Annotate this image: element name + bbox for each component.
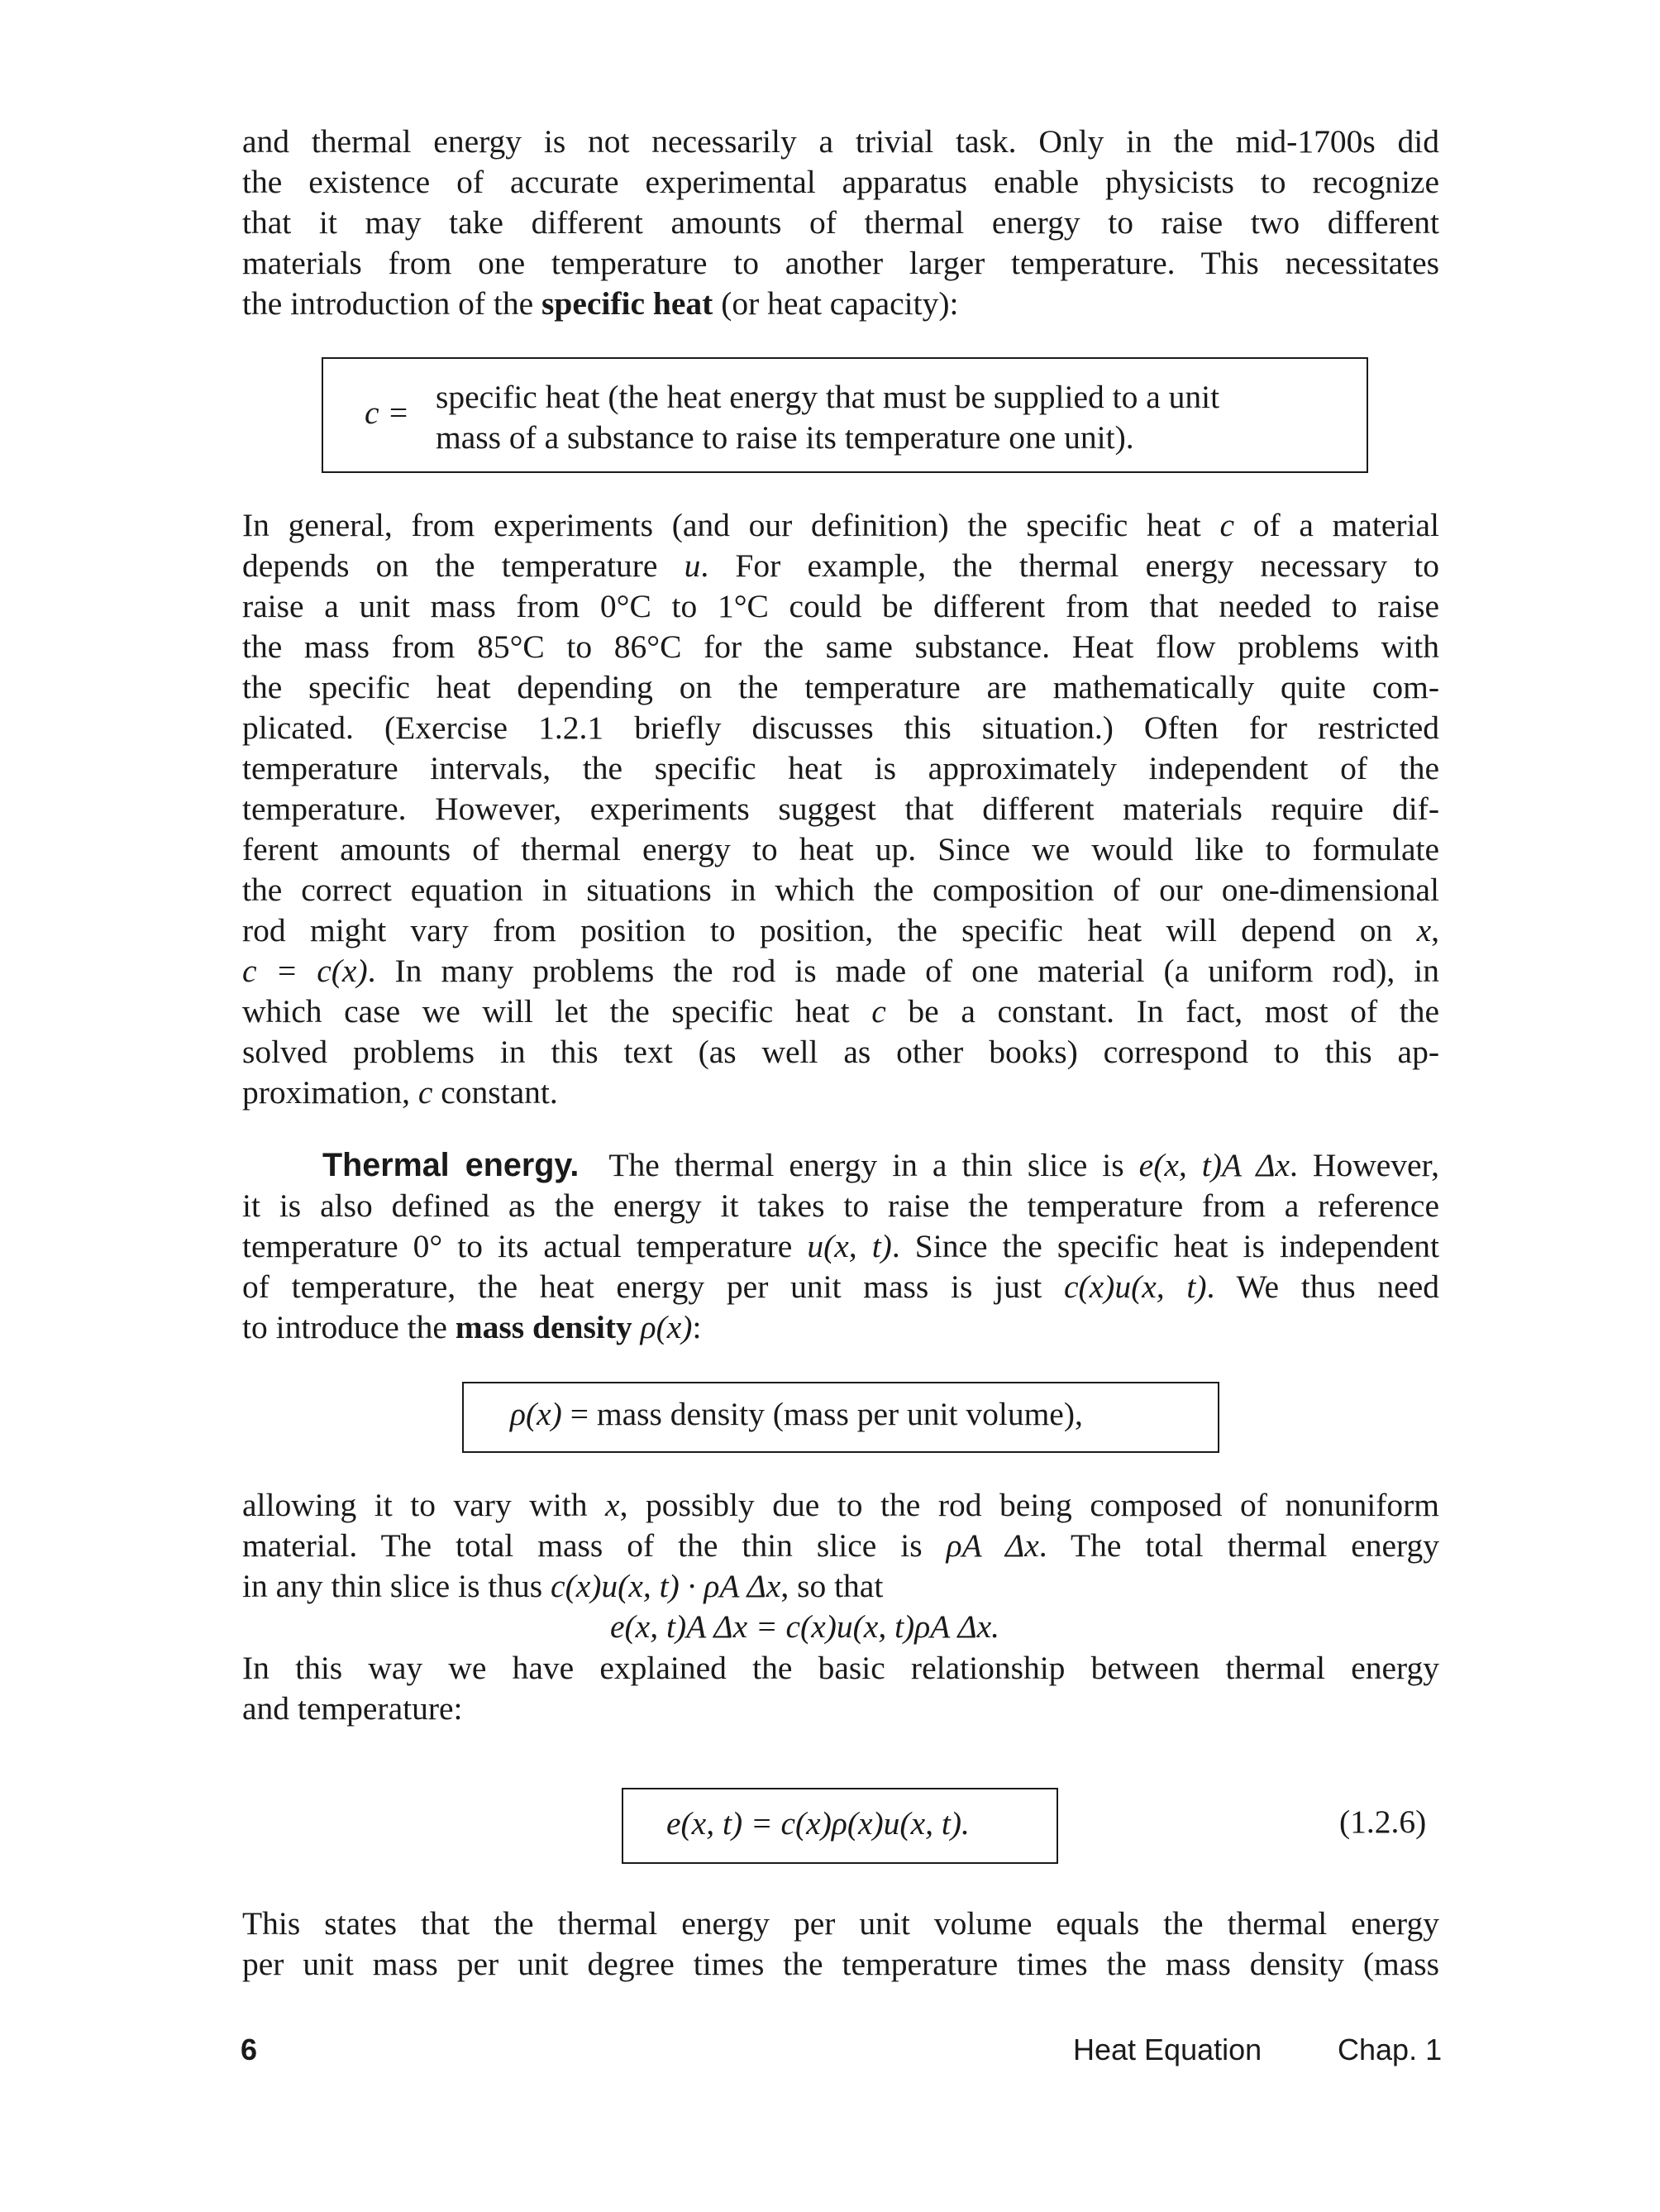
text-line: c = c(x). In many problems the rod is made of one material (a uniform rod), in — [242, 953, 1439, 989]
text-line: which case we will let the specific heat c be a constant. In fact, most of the — [242, 993, 1439, 1030]
text-line: that it may take different amounts of thermal energy to raise two different — [242, 204, 1439, 241]
text-line: in any thin slice is thus c(x)u(x, t) · ρA Δx, so that — [242, 1568, 884, 1604]
paragraph-relationship — [242, 1648, 1439, 1729]
definition-line: ρ(x) = mass density (mass per unit volume), — [510, 1396, 1083, 1432]
symbol-c: c = — [365, 394, 410, 431]
paragraph-total-mass — [242, 1485, 1439, 1607]
text-line: and thermal energy is not necessarily a trivial task. Only in the mid-1700s did — [242, 123, 1439, 160]
text-line: plicated. (Exercise 1.2.1 briefly discusses this situation.) Often for restricted — [242, 709, 1439, 746]
paragraph-thermal-energy — [242, 1145, 1439, 1348]
text-line: the introduction of the specific heat (or heat capacity): — [242, 285, 959, 322]
text-line: per unit mass per unit degree times the temperature times the mass density (mass — [242, 1946, 1439, 1982]
paragraph-intro — [242, 122, 1439, 324]
equation-number: (1.2.6) — [1339, 1804, 1427, 1840]
text-line: and temperature: — [242, 1690, 463, 1727]
text-line: This states that the thermal energy per unit volume equals the thermal energy — [242, 1905, 1439, 1942]
text-line: the mass from 85°C to 86°C for the same substance. Heat flow problems with — [242, 628, 1439, 665]
text-line: temperature 0° to its actual temperature u(x, t). Since the specific heat is independent — [242, 1228, 1439, 1264]
text-line: of temperature, the heat energy per unit mass is just c(x)u(x, t). We thus need — [242, 1268, 1439, 1305]
text-line: the existence of accurate experimental apparatus enable physicists to recognize — [242, 164, 1439, 200]
text-line: temperature. However, experiments suggest that different materials require dif- — [242, 791, 1439, 827]
definition-line: specific heat (the heat energy that must be supplied to a unit — [436, 379, 1220, 415]
text-line: proximation, c constant. — [242, 1074, 558, 1111]
text-line: depends on the temperature u. For example, the thermal energy necessary to — [242, 547, 1439, 584]
text-line: In general, from experiments (and our definition) the specific heat c of a material — [242, 507, 1439, 543]
page-number: 6 — [241, 2033, 258, 2066]
text-line: materials from one temperature to another larger temperature. This necessitates — [242, 245, 1439, 281]
text-line: solved problems in this text (as well as other books) correspond to this ap- — [242, 1034, 1439, 1070]
equation-energy-slice: e(x, t)A Δx = c(x)u(x, t)ρA Δx. — [610, 1608, 1000, 1645]
definition-box-specific-heat — [322, 357, 1368, 473]
definition-line: mass of a substance to raise its temperature one unit). — [436, 419, 1134, 456]
text-line: Thermal energy. The thermal energy in a thin slice is e(x, t)A Δx. However, — [322, 1147, 1439, 1183]
text-line: it is also defined as the energy it takes to raise the temperature from a reference — [242, 1187, 1439, 1224]
definition-box-mass-density — [462, 1382, 1219, 1453]
text-line: the specific heat depending on the temperature are mathematically quite com- — [242, 669, 1439, 705]
text-line: raise a unit mass from 0°C to 1°C could be different from that needed to raise — [242, 588, 1439, 624]
section-heading: Thermal energy. — [322, 1147, 580, 1183]
equation-main: e(x, t) = c(x)ρ(x)u(x, t). — [666, 1805, 970, 1842]
text-line: the correct equation in situations in which the composition of our one-dimensional — [242, 872, 1439, 908]
text-line: rod might vary from position to position, the specific heat will depend on x, — [242, 912, 1439, 948]
term-specific-heat: specific heat — [541, 285, 713, 322]
term-mass-density: mass density — [455, 1309, 632, 1345]
text-line: temperature intervals, the specific heat is approximately independent of the — [242, 750, 1439, 786]
text-line: ferent amounts of thermal energy to heat up. Since we would like to formulate — [242, 831, 1439, 867]
text-line: allowing it to vary with x, possibly due to the rod being composed of nonuniform — [242, 1487, 1439, 1523]
footer-chapter: Chap. 1 — [1338, 2033, 1443, 2066]
footer-section-title: Heat Equation — [1073, 2033, 1262, 2066]
paragraph-conclusion — [242, 1904, 1439, 1985]
paragraph-specific-heat — [242, 505, 1439, 1113]
text-line: material. The total mass of the thin slice is ρA Δx. The total thermal energy — [242, 1527, 1439, 1564]
text-line: to introduce the mass density ρ(x): — [242, 1309, 702, 1345]
equation-box-main — [622, 1788, 1058, 1864]
text-line: In this way we have explained the basic relationship between thermal energy — [242, 1650, 1439, 1686]
